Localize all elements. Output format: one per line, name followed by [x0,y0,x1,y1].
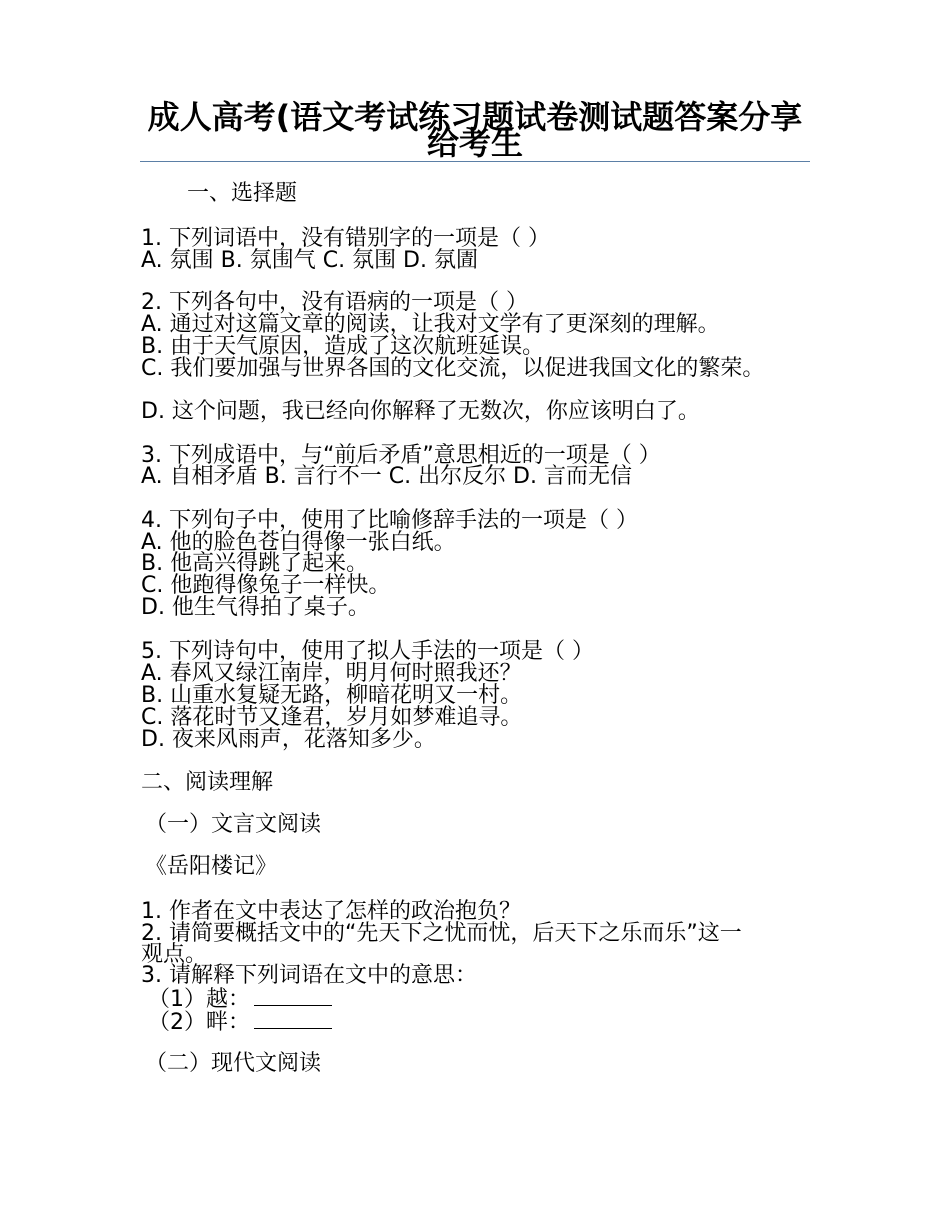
title-underline [140,161,810,162]
reading-item-1-label: （1）越： [148,987,250,1012]
question-4-stem: 4. 下列句子中，使用了比喻修辞手法的一项是（ ） [141,508,638,533]
question-2-option-b: B. 由于天气原因，造成了这次航班延误。 [141,334,545,359]
question-3-options: A. 自相矛盾 B. 言行不一 C. 出尔反尔 D. 言而无信 [141,464,632,489]
question-2-stem: 2. 下列各句中，没有语病的一项是（ ） [141,290,528,315]
subsection-heading-modern: （二）现代文阅读 [145,1051,322,1076]
document-title: 成人高考(语文考试练习题试卷测试题答案分享给考生 [147,98,803,162]
section-heading-choice: 一、选择题 [187,181,298,206]
reading-item-2-label: （2）畔： [148,1010,250,1035]
section-heading-reading: 二、阅读理解 [141,770,274,795]
question-5-option-c: C. 落花时节又逢君，岁月如梦难追寻。 [141,705,523,730]
reading-question-3: 3. 请解释下列词语在文中的意思： [141,963,477,988]
question-5-option-d: D. 夜来风雨声，花落知多少。 [141,727,436,752]
question-2-option-c: C. 我们要加强与世界各国的文化交流，以促进我国文化的繁荣。 [141,356,765,381]
question-4-option-d: D. 他生气得拍了桌子。 [141,595,370,620]
question-1-stem: 1. 下列词语中，没有错别字的一项是（ ） [141,226,550,251]
question-2-option-d: D. 这个问题，我已经向你解释了无数次，你应该明白了。 [141,399,700,424]
reading-item-1 [148,987,332,1011]
question-5-option-a: A. 春风又绿江南岸，明月何时照我还？ [141,661,522,686]
question-4-option-a: A. 他的脸色苍白得像一张白纸。 [141,530,456,555]
question-2-option-a: A. 通过对这篇文章的阅读，让我对文学有了更深刻的理解。 [141,312,720,337]
question-4-option-c: C. 他跑得像兔子一样快。 [141,573,391,598]
subsection-heading-classical: （一）文言文阅读 [145,812,322,837]
question-5-option-b: B. 山重水复疑无路，柳暗花明又一村。 [141,683,523,708]
question-4-option-b: B. 他高兴得跳了起来。 [141,551,369,576]
question-1-options: A. 氛围 B. 氛围气 C. 氛围 D. 氛圊 [141,248,478,273]
reading-item-2 [148,1010,332,1034]
question-3-stem: 3. 下列成语中，与“前后矛盾”意思相近的一项是（ ） [141,443,661,468]
question-5-stem: 5. 下列诗句中，使用了拟人手法的一项是（ ） [141,639,594,664]
text-title: 《岳阳楼记》 [145,854,278,879]
reading-question-2: 2. 请简要概括文中的“先天下之忧而忧，后天下之乐而乐”这一观点。 [141,921,742,967]
reading-question-1: 1. 作者在文中表达了怎样的政治抱负？ [141,899,521,924]
answer-blank-2[interactable] [254,1010,332,1029]
answer-blank-1[interactable] [254,987,332,1006]
